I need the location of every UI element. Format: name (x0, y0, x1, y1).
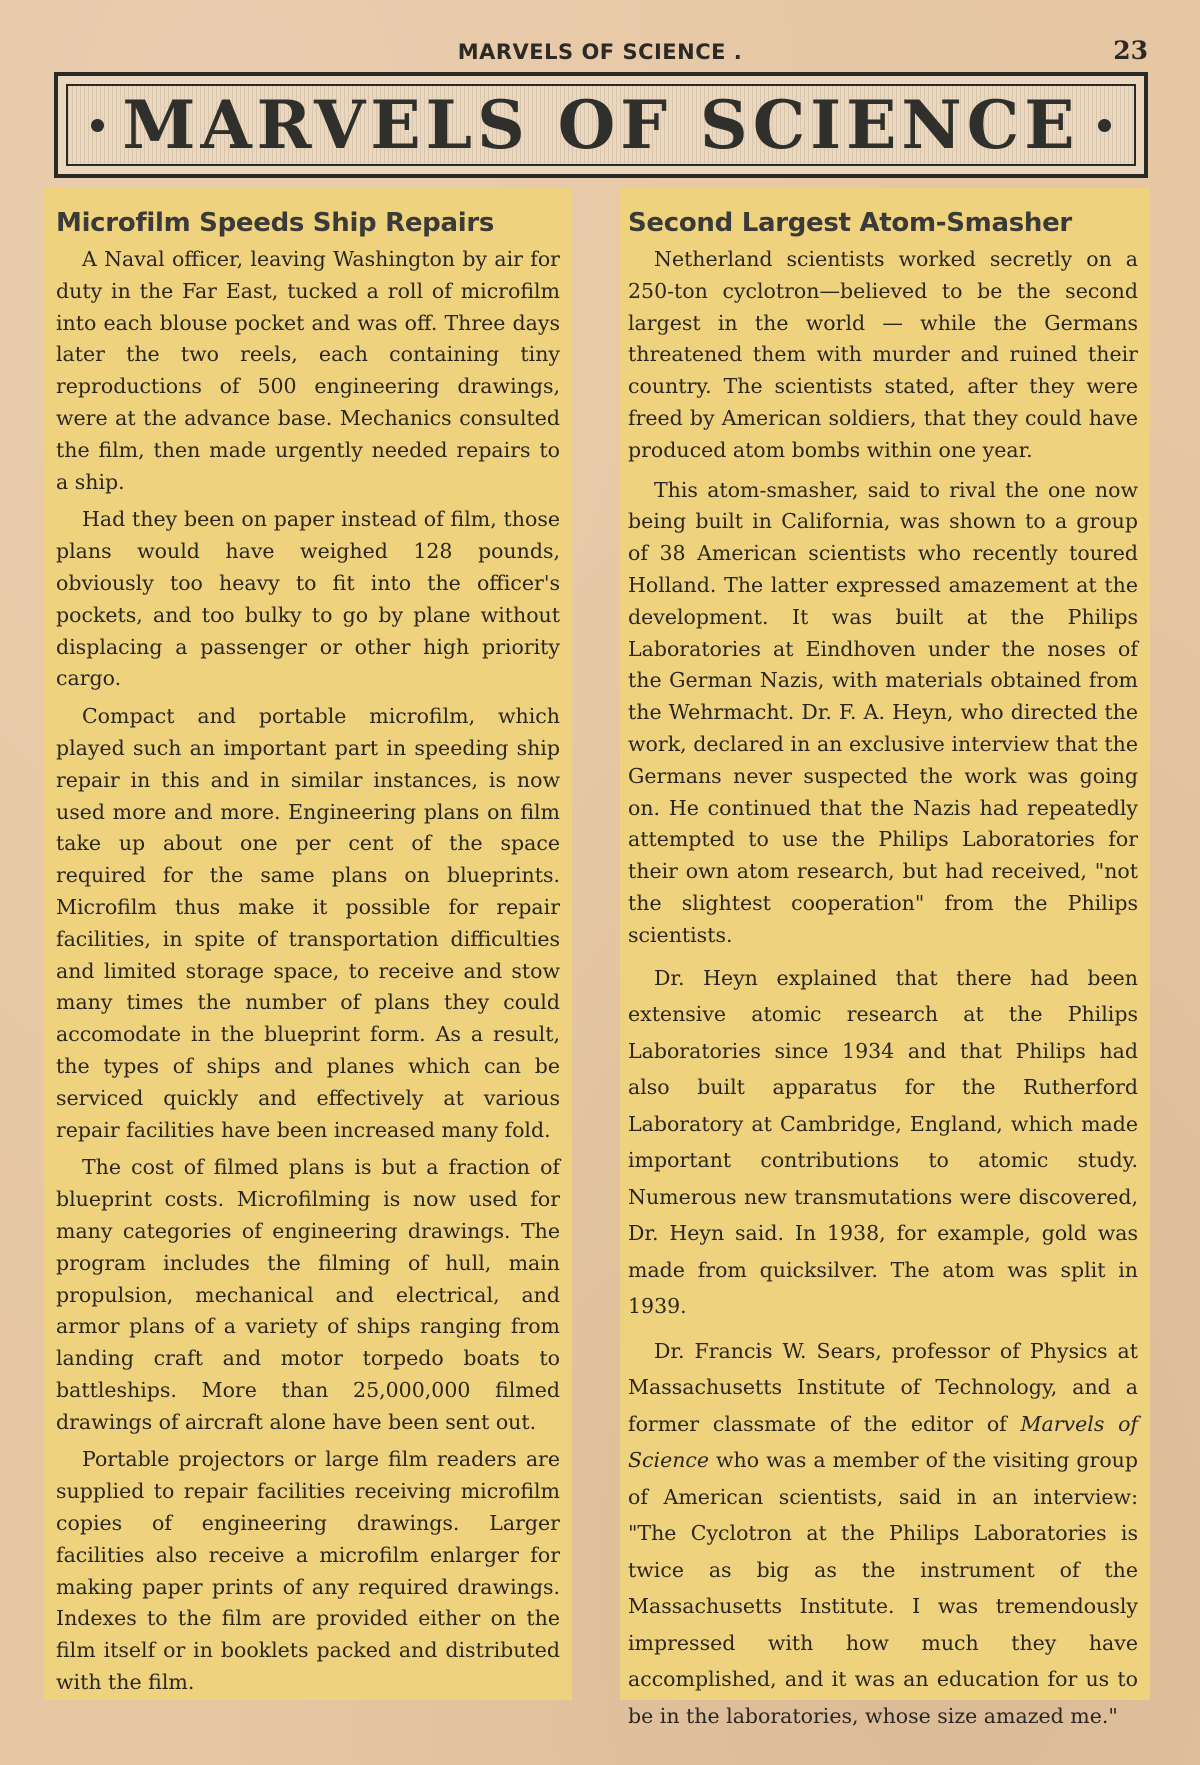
running-header: MARVELS OF SCIENCE . (457, 40, 743, 64)
masthead-inner-frame (66, 84, 1136, 166)
magazine-name-italic: Marvels of Science (628, 1411, 1139, 1473)
masthead-title-row (73, 86, 1128, 164)
left-paragraph-1: A Naval officer, leaving Washington by air for duty in the Far East, tucked a roll of microfilm into each blouse pocket and was off. Three days later the two reels, each containing tiny reproductions of 500 engineering drawings, were at the advance base. Mechanics consulted the film, then made urgently needed repairs to a ship. (56, 247, 560, 494)
bullet-right-icon (1098, 119, 1111, 132)
right-paragraph-3: Dr. Heyn explained that there had been extensive atomic research at the Philips Laboratories since 1934 and that Philips had also built apparatus for the Rutherford Laboratory at Cambridge, England, which made important contributions to atomic study. Numerous new transmutations were discovered, Dr. Heyn said. In 1938, for example, gold was made from quicksilver. The atom was split in 1939. (628, 965, 1138, 1319)
left-column (44, 188, 572, 1700)
right-paragraph-2: This atom-smasher, said to rival the one now being built in California, was shown to a group of 38 American scientists who recently toured Holland. The latter expressed amazement at the development. It was built at the Philips Laboratories at Eindhoven under the noses of the German Nazis, with materials obtained from the Wehrmacht. Dr. F. A. Heyn, who directed the work, declared in an exclusive interview that the Germans never suspected the work was going on. He continued that the Nazis had repeatedly attempted to use the Philips Laboratories for their own atom research, but had received, "not the slightest cooperation" from the Philips scientists. (628, 477, 1138, 947)
right-article-title: Second Largest Atom-Smasher (628, 208, 1072, 238)
right-paragraph-4-after: who was a member of the visiting group of American scientists, said in an interview: "The Cyclotron at the Philips Laboratories is twice as big as the instrument of the Massachusetts Institute. I was tremendously impressed with how much they have accomplished, and it was an education for us to be in the laboratories, whose size amazed me." (628, 1448, 1138, 1728)
right-paragraph-4 (628, 1333, 1138, 1735)
page-number: 23 (1113, 36, 1148, 65)
left-paragraph-4: The cost of filmed plans is but a fraction of blueprint costs. Microfilming is now used for many categories of engineering drawings. The program includes the filming of hull, main propulsion, mechanical and electrical, and armor plans of a variety of ships ranging from landing craft and motor torpedo boats to battleships. More than 25,000,000 filmed drawings of aircraft alone have been sent out. (56, 1155, 560, 1434)
masthead-title: MARVELS OF SCIENCE (122, 86, 1080, 164)
right-paragraph-4-before: Dr. Francis W. Sears, professor of Physics at Massachusetts Institute of Technology, and a former classmate of the editor of (628, 1338, 1138, 1436)
right-column (620, 188, 1150, 1728)
left-paragraph-3: Compact and portable microfilm, which played such an important part in speeding ship repair in this and in similar instances, is now used more and more. Engineering plans on film take up about one per cent of the space required for the same plans on blueprints. Microfilm thus make it possible for repair facilities, in spite of transportation difficulties and limited storage space, to receive and stow many times the number of plans they could accomodate in the blueprint form. As a result, the types of ships and planes which can be serviced quickly and effectively at various repair facilities have been increased many fold. (56, 704, 560, 1142)
left-article-title: Microfilm Speeds Ship Repairs (56, 208, 495, 238)
left-paragraph-2: Had they been on paper instead of film, those plans would have weighed 128 pounds, obviously too heavy to fit into the officer's pockets, and too bulky to go by plane without displacing a passenger or other high priority cargo. (56, 507, 560, 691)
right-paragraph-1: Netherland scientists worked secretly on a 250-ton cyclotron—believed to be the second largest in the world — while the Germans threatened them with murder and ruined their country. The scientists stated, after they were freed by American soldiers, that they could have produced atom bombs within one year. (628, 247, 1138, 462)
bullet-left-icon (91, 119, 104, 132)
masthead-banner (54, 72, 1148, 178)
left-paragraph-5: Portable projectors or large film readers are supplied to repair facilities receiving microfilm copies of engineering drawings. Larger facilities also receive a microfilm enlarger for making paper prints of any required drawings. Indexes to the film are provided either on the film itself or in booklets packed and distributed with the film. (56, 1447, 560, 1695)
